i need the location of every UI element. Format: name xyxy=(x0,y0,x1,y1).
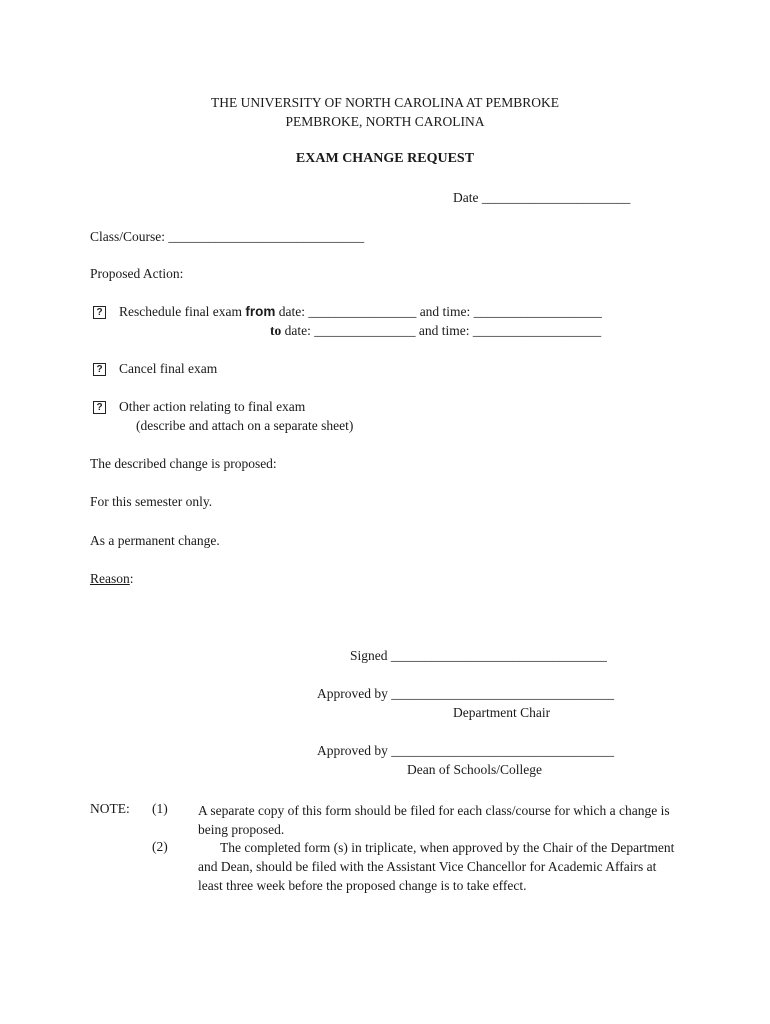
reason-colon: : xyxy=(129,571,134,586)
note-item1-number: (1) xyxy=(152,801,168,816)
other-label: Other action relating to final exam xyxy=(119,399,306,414)
reschedule-line-from xyxy=(119,304,602,320)
signed-field[interactable]: Signed ________________________________ xyxy=(350,648,607,663)
from-date-time-fields[interactable]: date: ________________ and time: ___________________ xyxy=(275,304,602,319)
cancel-checkbox[interactable]: ? xyxy=(93,363,106,376)
note-item2-text: The completed form (s) in triplicate, when approved by the Chair of the Department and Dean, should be filed with the Assistant Vice Chancellor for Academic Affairs at least three week before the proposed change is to take effect. xyxy=(198,840,675,893)
other-checkbox[interactable]: ? xyxy=(93,401,106,414)
university-name: THE UNIVERSITY OF NORTH CAROLINA AT PEMBROKE xyxy=(211,95,559,110)
reschedule-label: Reschedule final exam xyxy=(119,304,242,319)
reschedule-checkbox[interactable]: ? xyxy=(93,306,106,319)
cancel-label: Cancel final exam xyxy=(119,361,218,376)
chair-approval-field[interactable]: Approved by _________________________________ xyxy=(317,686,614,701)
note-item2-number: (2) xyxy=(152,839,168,854)
class-course-field[interactable]: Class/Course: _____________________________ xyxy=(90,229,365,244)
to-date-time-fields[interactable]: date: _______________ and time: ___________________ xyxy=(281,323,602,338)
chair-caption: Department Chair xyxy=(453,705,551,720)
permanent-change-option[interactable]: As a permanent change. xyxy=(90,533,220,548)
to-word: to xyxy=(270,323,282,338)
note-item1-text: A separate copy of this form should be filed for each class/course for which a change is being proposed. xyxy=(198,803,670,837)
semester-only-option[interactable]: For this semester only. xyxy=(90,494,213,509)
from-word: from xyxy=(245,304,276,319)
change-proposed-label: The described change is proposed: xyxy=(90,456,277,471)
reason-field[interactable] xyxy=(90,571,134,587)
university-location: PEMBROKE, NORTH CAROLINA xyxy=(285,114,485,129)
dean-approval-field[interactable]: Approved by _________________________________ xyxy=(317,743,614,758)
note-label: NOTE: xyxy=(90,801,130,816)
reason-label: Reason xyxy=(90,571,130,586)
dean-caption: Dean of Schools/College xyxy=(407,762,542,777)
form-title: EXAM CHANGE REQUEST xyxy=(295,151,475,166)
reschedule-line-to xyxy=(270,323,601,339)
other-sublabel: (describe and attach on a separate sheet) xyxy=(136,418,354,433)
proposed-action-label: Proposed Action: xyxy=(90,266,184,281)
date-field[interactable]: Date ______________________ xyxy=(453,190,631,205)
